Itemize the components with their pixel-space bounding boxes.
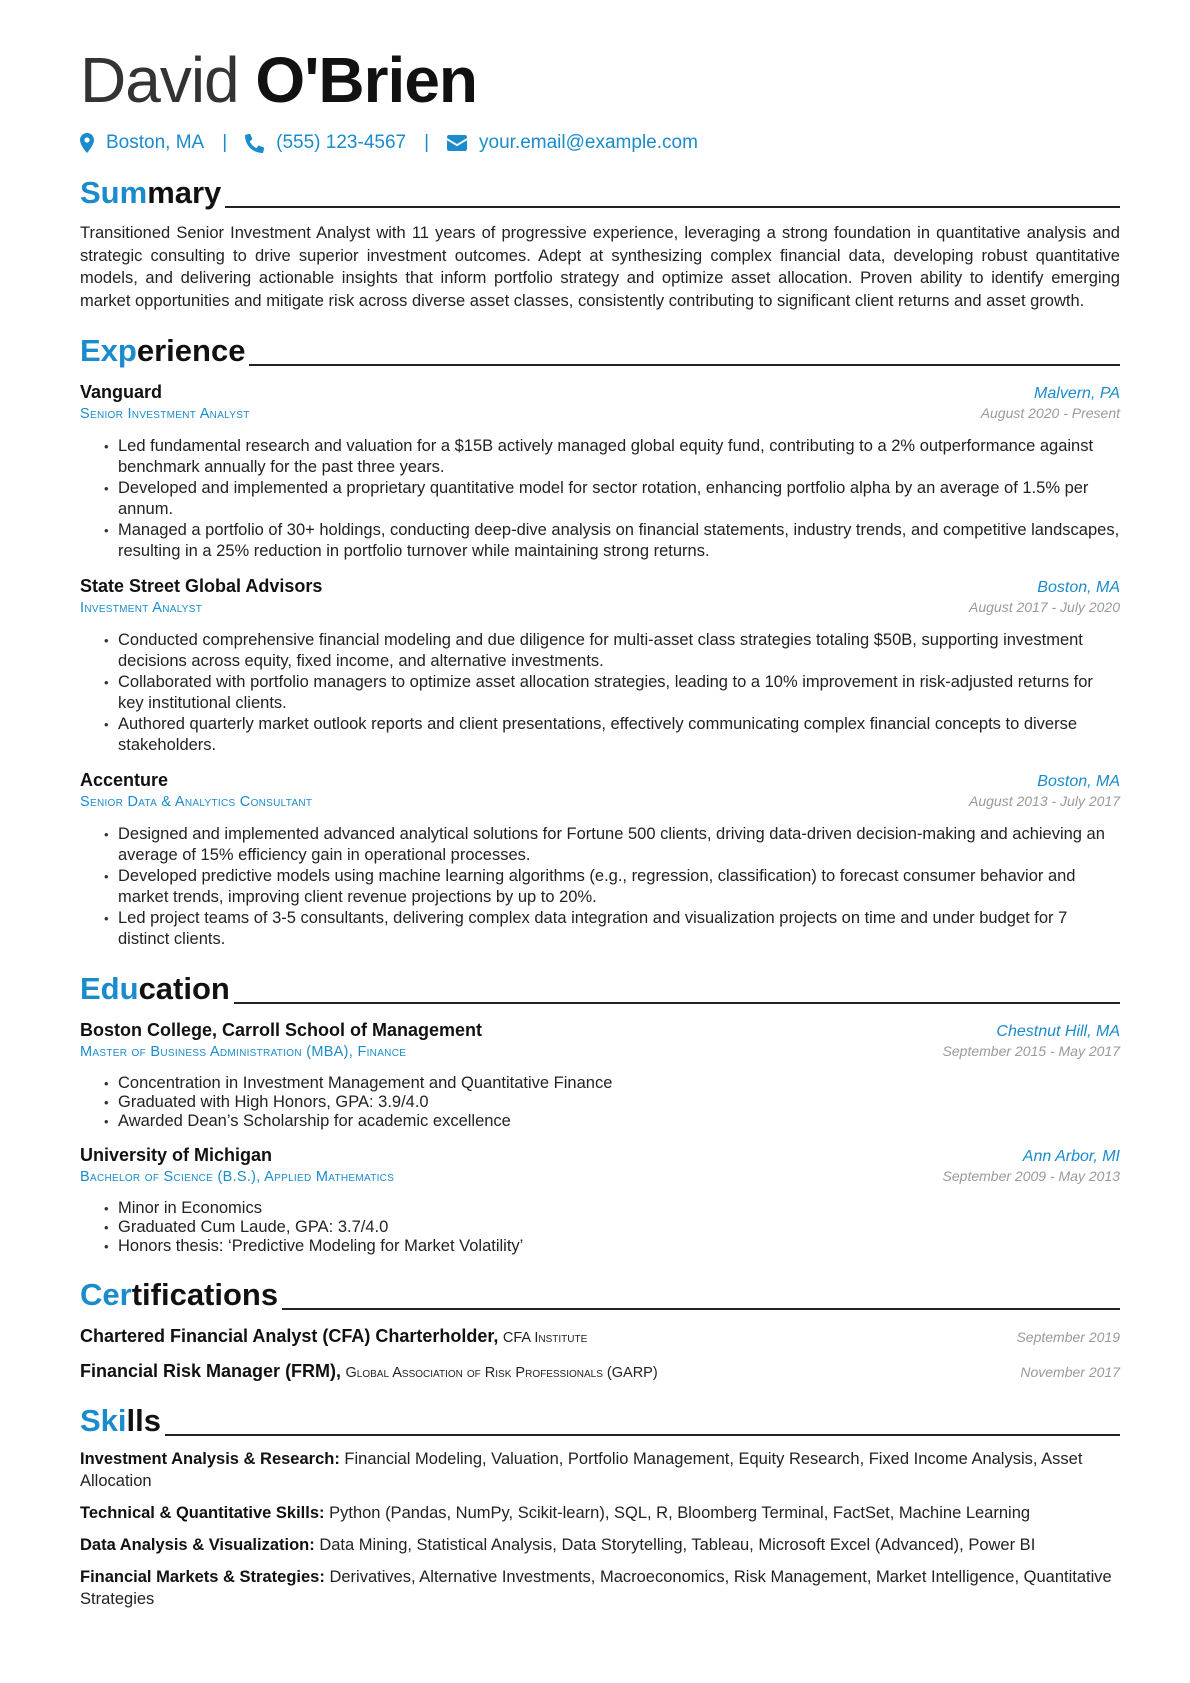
skill-category: Data Analysis & Visualization: [80,1536,315,1554]
section-title-rest: tifications [131,1277,279,1312]
section-rule [225,206,1120,208]
list-item: • Designed and implemented advanced analytical solutions for Fortune 500 clients, driving data-driven decision-making and achieving an average of 15% efficiency gain in operational processes. [104,824,1120,866]
education-entry [80,1020,1120,1131]
section-title [80,334,245,368]
section-title-rest: mary [147,175,222,210]
list-item: • Graduated with High Honors, GPA: 3.9/4.0 [104,1093,1120,1112]
section-rule [165,1434,1120,1436]
job-title: Senior Investment Analyst [80,406,250,422]
section-heading-certifications [80,1272,1120,1312]
list-item: • Managed a portfolio of 30+ holdings, conducting deep-dive analysis on financial statements, industry trends, and competitive landscapes, resulting in a 25% reduction in portfolio turnover while maintaining strong returns. [104,520,1120,562]
list-item: • Minor in Economics [104,1199,1120,1218]
school-name: University of Michigan [80,1145,273,1165]
section-title [80,972,230,1006]
contact-email[interactable] [447,132,698,154]
skill-category: Financial Markets & Strategies: [80,1568,325,1586]
section-title-rest: cation [138,971,230,1006]
certification-name: Financial Risk Manager (FRM) [80,1361,337,1381]
contact-location [80,132,204,154]
phone-icon [245,134,264,153]
list-item: • Awarded Dean’s Scholarship for academic excellence [104,1112,1120,1131]
skill-values: Data Mining, Statistical Analysis, Data Storytelling, Tableau, Microsoft Excel (Advanced), Power BI [319,1536,1036,1554]
employer-location: Malvern, PA [1034,385,1120,402]
skill-row [80,1566,1120,1610]
skill-row [80,1502,1120,1524]
skill-values: Derivatives, Alternative Investments, Macroeconomics, Risk Management, Market Intelligence, Quantitative Strategies [80,1568,1112,1608]
list-item: • Collaborated with portfolio managers to optimize asset allocation strategies, leading to a 10% improvement in risk-adjusted returns for key institutional clients. [104,672,1120,714]
section-heading-education [80,966,1120,1006]
email-link: your.email@example.com [479,132,698,153]
section-title [80,1278,278,1312]
section-title-rest: erience [136,333,246,368]
employer-name: Accenture [80,770,169,790]
map-pin-icon [80,133,94,153]
study-dates: September 2009 - May 2013 [942,1168,1120,1184]
certification-issuer: Global Association of Risk Professionals (GARP) [345,1365,658,1381]
job-dates: August 2017 - July 2020 [969,599,1120,615]
experience-entry [80,770,1120,950]
degree: Bachelor of Science (B.S.), Applied Mathematics [80,1169,395,1185]
phone-text: (555) 123-4567 [276,132,407,153]
bullet-list [80,1074,1120,1131]
list-item: • Concentration in Investment Management and Quantitative Finance [104,1074,1120,1093]
job-dates: August 2013 - July 2017 [969,793,1120,809]
contact-separator: | [424,132,430,153]
bullet-list [80,436,1120,562]
study-dates: September 2015 - May 2017 [942,1043,1120,1059]
list-item: • Graduated Cum Laude, GPA: 3.7/4.0 [104,1218,1120,1237]
contact-line [80,132,1120,154]
section-title-accent: Cer [80,1277,132,1312]
summary-text: Transitioned Senior Investment Analyst with 11 years of progressive experience, leveraging a strong foundation in quantitative analysis and strategic consulting to drive superior investment outcomes. Adept at synthesizing complex financial data, developing robust quantitative models, and delivering actionable insights that inform portfolio strategy and optimize asset allocation. Proven ability to identify emerging market opportunities and mitigate risk across diverse asset classes, consistently contributing to significant client returns and asset growth. [80,224,1120,310]
list-item: • Conducted comprehensive financial modeling and due diligence for multi-asset class strategies totaling $50B, supporting investment decisions across equity, fixed income, and alternative investments. [104,630,1120,672]
first-name: David [80,44,239,116]
certification-item: Financial Risk Manager (FRM), Global Association of Risk Professionals (GARP) November 2017 [80,1361,1120,1381]
certification-date: September 2019 [1016,1329,1120,1345]
employer-name: State Street Global Advisors [80,576,323,596]
section-title-accent: Ski [80,1403,127,1438]
job-dates: August 2020 - Present [980,405,1120,421]
section-title-accent: Exp [80,333,137,368]
envelope-icon [447,135,467,151]
location-text: Boston, MA [106,132,205,153]
job-title: Investment Analyst [80,600,203,616]
section-title [80,176,221,210]
contact-separator: | [222,132,228,153]
list-item: • Authored quarterly market outlook reports and client presentations, effectively communicating complex financial concepts to diverse stakeholders. [104,714,1120,756]
skill-values: Financial Modeling, Valuation, Portfolio Management, Equity Research, Fixed Income Analysis, Asset Allocation [80,1450,1083,1490]
skill-row [80,1448,1120,1492]
school-name: Boston College, Carroll School of Management [80,1020,483,1040]
skill-category: Technical & Quantitative Skills: [80,1504,325,1522]
bullet-list [80,630,1120,756]
section-rule [249,364,1120,366]
section-title-accent: Edu [80,971,139,1006]
bullet-list [80,824,1120,950]
employer-name: Vanguard [80,382,163,402]
section-heading-summary [80,170,1120,210]
experience-entry [80,382,1120,562]
section-title-accent: Sum [80,175,148,210]
experience-entry [80,576,1120,756]
section-rule [282,1308,1120,1310]
certification-name: Chartered Financial Analyst (CFA) Charterholder [80,1326,494,1346]
list-item: • Led project teams of 3-5 consultants, delivering complex data integration and visualization projects on time and under budget for 7 distinct clients. [104,908,1120,950]
employer-location: Boston, MA [1037,773,1120,790]
skill-values: Python (Pandas, NumPy, Scikit-learn), SQL, R, Bloomberg Terminal, FactSet, Machine Learning [329,1504,1031,1522]
list-item: • Developed and implemented a proprietary quantitative model for sector rotation, enhancing portfolio alpha by an average of 1.5% per annum. [104,478,1120,520]
list-item: • Developed predictive models using machine learning algorithms (e.g., regression, classification) to forecast consumer behavior and market trends, improving client revenue projections by up to 20%. [104,866,1120,908]
employer-location: Boston, MA [1037,579,1120,596]
degree: Master of Business Administration (MBA), Finance [80,1044,407,1060]
education-entry [80,1145,1120,1256]
section-heading-experience [80,328,1120,368]
bullet-list [80,1199,1120,1256]
skill-row [80,1534,1120,1556]
school-location: Chestnut Hill, MA [996,1023,1120,1040]
certification-item: Chartered Financial Analyst (CFA) Charterholder, CFA Institute September 2019 [80,1326,1120,1346]
certification-issuer: CFA Institute [502,1330,588,1346]
candidate-name [80,40,1120,120]
skill-category: Investment Analysis & Research: [80,1450,340,1468]
job-title: Senior Data & Analytics Consultant [80,794,313,810]
contact-phone[interactable] [245,132,406,154]
certification-date: November 2017 [1020,1364,1120,1380]
section-rule [234,1002,1120,1004]
list-item: • Led fundamental research and valuation for a $15B actively managed global equity fund, contributing to a 2% outperformance against benchmark annually for the past three years. [104,436,1120,478]
last-name: O'Brien [255,44,477,116]
school-location: Ann Arbor, MI [1022,1148,1120,1165]
section-title [80,1404,161,1438]
section-heading-skills [80,1398,1120,1438]
list-item: • Honors thesis: ‘Predictive Modeling for Market Volatility’ [104,1237,1120,1256]
section-title-rest: lls [126,1403,161,1438]
